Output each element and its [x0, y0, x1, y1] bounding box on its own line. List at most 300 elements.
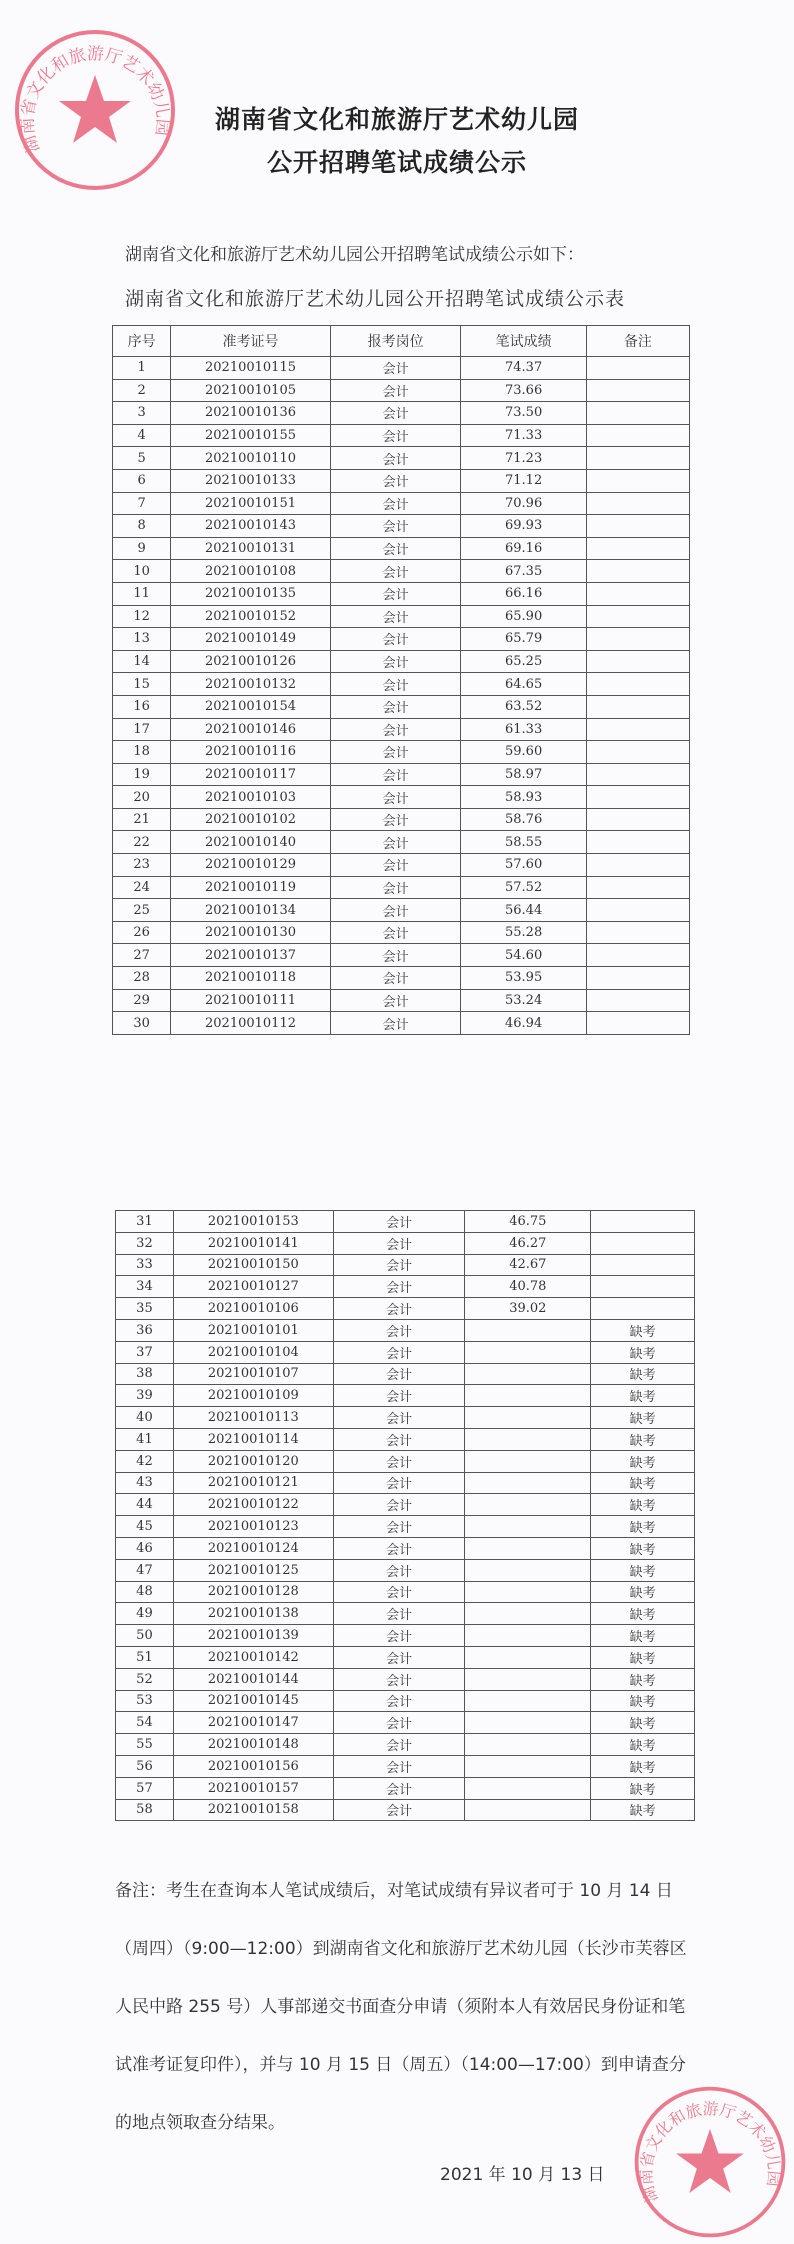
cell-position: 会计	[330, 605, 461, 628]
cell-score: 74.37	[461, 357, 586, 380]
cell-index: 35	[116, 1298, 174, 1320]
cell-score	[465, 1734, 591, 1756]
table-row	[113, 447, 690, 470]
cell-ticket-number: 20210010121	[173, 1472, 333, 1494]
cell-position: 会计	[330, 582, 461, 605]
cell-position: 会计	[330, 447, 461, 470]
cell-ticket-number: 20210010101	[173, 1319, 333, 1341]
col-header-score: 笔试成绩	[461, 326, 586, 357]
cell-ticket-number: 20210010154	[171, 695, 331, 718]
cell-score: 59.60	[461, 741, 586, 764]
cell-remark	[586, 515, 689, 538]
cell-score: 61.33	[461, 718, 586, 741]
cell-score: 46.75	[465, 1211, 591, 1233]
table-row	[113, 831, 690, 854]
cell-index: 24	[113, 876, 171, 899]
table-row	[116, 1690, 695, 1712]
cell-remark: 缺考	[591, 1319, 695, 1341]
cell-position: 会计	[330, 741, 461, 764]
cell-remark	[586, 673, 689, 696]
cell-index: 22	[113, 831, 171, 854]
cell-ticket-number: 20210010112	[171, 1012, 331, 1035]
cell-score	[465, 1363, 591, 1385]
cell-score	[465, 1646, 591, 1668]
table-row	[113, 921, 690, 944]
table-row	[113, 469, 690, 492]
cell-remark: 缺考	[591, 1537, 695, 1559]
cell-score: 65.79	[461, 628, 586, 651]
table-row	[116, 1385, 695, 1407]
cell-remark: 缺考	[591, 1559, 695, 1581]
cell-ticket-number: 20210010115	[171, 357, 331, 380]
cell-score: 40.78	[465, 1276, 591, 1298]
table-row	[113, 357, 690, 380]
cell-index: 58	[116, 1799, 174, 1821]
cell-ticket-number: 20210010148	[173, 1734, 333, 1756]
cell-position: 会计	[333, 1777, 465, 1799]
cell-score: 42.67	[465, 1254, 591, 1276]
cell-position: 会计	[330, 357, 461, 380]
cell-ticket-number: 20210010123	[173, 1516, 333, 1538]
cell-position: 会计	[330, 492, 461, 515]
cell-index: 11	[113, 582, 171, 605]
cell-ticket-number: 20210010119	[171, 876, 331, 899]
cell-remark: 缺考	[591, 1472, 695, 1494]
cell-score: 58.76	[461, 808, 586, 831]
cell-position: 会计	[330, 469, 461, 492]
table-row	[116, 1407, 695, 1429]
cell-score: 63.52	[461, 695, 586, 718]
cell-index: 50	[116, 1625, 174, 1647]
cell-position: 会计	[333, 1712, 465, 1734]
cell-position: 会计	[330, 424, 461, 447]
cell-position: 会计	[333, 1516, 465, 1538]
cell-position: 会计	[333, 1559, 465, 1581]
cell-remark	[586, 831, 689, 854]
cell-index: 25	[113, 899, 171, 922]
cell-score: 70.96	[461, 492, 586, 515]
cell-score: 55.28	[461, 921, 586, 944]
cell-position: 会计	[333, 1363, 465, 1385]
cell-remark: 缺考	[591, 1734, 695, 1756]
cell-position: 会计	[333, 1385, 465, 1407]
cell-remark: 缺考	[591, 1777, 695, 1799]
cell-index: 55	[116, 1734, 174, 1756]
cell-remark	[586, 1012, 689, 1035]
cell-remark	[586, 492, 689, 515]
cell-position: 会计	[333, 1450, 465, 1472]
cell-score	[465, 1428, 591, 1450]
cell-remark	[586, 899, 689, 922]
page-title-line1: 湖南省文化和旅游厅艺术幼儿园	[214, 105, 579, 134]
cell-index: 1	[113, 357, 171, 380]
cell-index: 42	[116, 1450, 174, 1472]
cell-position: 会计	[333, 1428, 465, 1450]
cell-index: 28	[113, 967, 171, 990]
table-row	[113, 628, 690, 651]
cell-score	[465, 1581, 591, 1603]
cell-remark	[586, 967, 689, 990]
cell-ticket-number: 20210010137	[171, 944, 331, 967]
cell-remark	[586, 695, 689, 718]
cell-index: 33	[116, 1254, 174, 1276]
cell-score	[465, 1494, 591, 1516]
cell-ticket-number: 20210010124	[173, 1537, 333, 1559]
scores-table-page2	[115, 1210, 695, 1821]
cell-position: 会计	[330, 560, 461, 583]
cell-position: 会计	[333, 1276, 465, 1298]
cell-remark	[586, 357, 689, 380]
issue-date: 2021 年 10 月 13 日	[440, 2165, 605, 2185]
table-row	[116, 1537, 695, 1559]
cell-position: 会计	[330, 628, 461, 651]
cell-index: 31	[116, 1211, 174, 1233]
col-header-remark: 备注	[586, 326, 689, 357]
cell-remark	[586, 989, 689, 1012]
cell-remark	[586, 808, 689, 831]
cell-remark	[591, 1254, 695, 1276]
cell-remark	[586, 741, 689, 764]
svg-text:湖南省文化和旅游厅艺术幼儿园: 湖南省文化和旅游厅艺术幼儿园	[636, 2099, 784, 2206]
cell-score: 67.35	[461, 560, 586, 583]
cell-ticket-number: 20210010151	[171, 492, 331, 515]
cell-ticket-number: 20210010150	[173, 1254, 333, 1276]
cell-remark	[586, 921, 689, 944]
cell-remark	[586, 424, 689, 447]
cell-score: 58.55	[461, 831, 586, 854]
cell-remark	[591, 1211, 695, 1233]
cell-position: 会计	[333, 1232, 465, 1254]
table-row	[116, 1428, 695, 1450]
cell-score: 66.16	[461, 582, 586, 605]
cell-score	[465, 1472, 591, 1494]
cell-remark	[586, 582, 689, 605]
table-row	[113, 650, 690, 673]
table-header-row	[113, 326, 690, 357]
cell-index: 45	[116, 1516, 174, 1538]
cell-score	[465, 1341, 591, 1363]
cell-position: 会计	[330, 763, 461, 786]
cell-position: 会计	[333, 1472, 465, 1494]
table-row	[116, 1232, 695, 1254]
cell-index: 34	[116, 1276, 174, 1298]
cell-ticket-number: 20210010126	[171, 650, 331, 673]
cell-position: 会计	[330, 899, 461, 922]
cell-score	[465, 1603, 591, 1625]
cell-index: 12	[113, 605, 171, 628]
cell-ticket-number: 20210010110	[171, 447, 331, 470]
cell-index: 21	[113, 808, 171, 831]
table-row	[116, 1472, 695, 1494]
cell-position: 会计	[333, 1537, 465, 1559]
table-row	[116, 1712, 695, 1734]
cell-score	[465, 1777, 591, 1799]
cell-score: 57.60	[461, 854, 586, 877]
cell-score	[465, 1450, 591, 1472]
table-row	[113, 695, 690, 718]
table-row	[113, 989, 690, 1012]
cell-remark: 缺考	[591, 1668, 695, 1690]
cell-index: 36	[116, 1319, 174, 1341]
cell-index: 19	[113, 763, 171, 786]
cell-remark	[586, 876, 689, 899]
cell-position: 会计	[330, 921, 461, 944]
cell-score: 65.90	[461, 605, 586, 628]
cell-ticket-number: 20210010106	[173, 1298, 333, 1320]
cell-index: 6	[113, 469, 171, 492]
cell-position: 会计	[333, 1646, 465, 1668]
cell-remark: 缺考	[591, 1712, 695, 1734]
cell-position: 会计	[330, 1012, 461, 1035]
cell-index: 20	[113, 786, 171, 809]
cell-position: 会计	[330, 876, 461, 899]
cell-ticket-number: 20210010107	[173, 1363, 333, 1385]
cell-ticket-number: 20210010120	[173, 1450, 333, 1472]
cell-score: 73.66	[461, 379, 586, 402]
cell-ticket-number: 20210010128	[173, 1581, 333, 1603]
cell-ticket-number: 20210010131	[171, 537, 331, 560]
cell-score: 53.95	[461, 967, 586, 990]
cell-score: 65.25	[461, 650, 586, 673]
cell-ticket-number: 20210010152	[171, 605, 331, 628]
cell-ticket-number: 20210010157	[173, 1777, 333, 1799]
table-row	[113, 1012, 690, 1035]
cell-position: 会计	[333, 1668, 465, 1690]
cell-index: 5	[113, 447, 171, 470]
table-row	[116, 1211, 695, 1233]
cell-remark: 缺考	[591, 1385, 695, 1407]
cell-remark	[586, 944, 689, 967]
cell-index: 4	[113, 424, 171, 447]
col-header-position: 报考岗位	[330, 326, 461, 357]
table-row	[116, 1494, 695, 1516]
cell-ticket-number: 20210010130	[171, 921, 331, 944]
cell-position: 会计	[330, 379, 461, 402]
cell-remark	[591, 1298, 695, 1320]
cell-ticket-number: 20210010118	[171, 967, 331, 990]
star-icon	[676, 2129, 744, 2193]
cell-ticket-number: 20210010139	[173, 1625, 333, 1647]
cell-remark: 缺考	[591, 1341, 695, 1363]
table-row	[116, 1777, 695, 1799]
cell-remark: 缺考	[591, 1755, 695, 1777]
cell-score: 54.60	[461, 944, 586, 967]
cell-ticket-number: 20210010133	[171, 469, 331, 492]
cell-index: 23	[113, 854, 171, 877]
cell-remark: 缺考	[591, 1581, 695, 1603]
notes-paragraph: 备注：考生在查询本人笔试成绩后，对笔试成绩有异议者可于 10 月 14 日（周四）（9:00—12:00）到湖南省文化和旅游厅艺术幼儿园（长沙市芙蓉区人民中路 255 号）人事部递交书面查分申请（须附本人有效居民身份证和笔试准考证复印件），并与 10 月 15 日（周五）（14:00—17:00）到申请查分的地点领取查分结果。	[115, 1881, 687, 2133]
cell-remark	[586, 605, 689, 628]
cell-index: 51	[116, 1646, 174, 1668]
cell-ticket-number: 20210010125	[173, 1559, 333, 1581]
cell-ticket-number: 20210010102	[171, 808, 331, 831]
cell-remark: 缺考	[591, 1646, 695, 1668]
cell-position: 会计	[330, 402, 461, 425]
table-row	[113, 899, 690, 922]
table-row	[113, 582, 690, 605]
cell-index: 43	[116, 1472, 174, 1494]
table-row	[113, 854, 690, 877]
cell-index: 52	[116, 1668, 174, 1690]
cell-ticket-number: 20210010158	[173, 1799, 333, 1821]
cell-score	[465, 1668, 591, 1690]
cell-ticket-number: 20210010134	[171, 899, 331, 922]
cell-index: 53	[116, 1690, 174, 1712]
cell-position: 会计	[333, 1407, 465, 1429]
cell-ticket-number: 20210010104	[173, 1341, 333, 1363]
cell-ticket-number: 20210010147	[173, 1712, 333, 1734]
cell-remark: 缺考	[591, 1494, 695, 1516]
table-row	[113, 537, 690, 560]
cell-score	[465, 1537, 591, 1559]
cell-position: 会计	[330, 808, 461, 831]
cell-index: 15	[113, 673, 171, 696]
cell-remark: 缺考	[591, 1450, 695, 1472]
cell-ticket-number: 20210010144	[173, 1668, 333, 1690]
table-row	[116, 1254, 695, 1276]
table-row	[113, 808, 690, 831]
table-row	[113, 718, 690, 741]
cell-position: 会计	[333, 1254, 465, 1276]
cell-remark	[586, 763, 689, 786]
cell-index: 2	[113, 379, 171, 402]
cell-score	[465, 1385, 591, 1407]
cell-score: 73.50	[461, 402, 586, 425]
cell-score	[465, 1319, 591, 1341]
cell-index: 3	[113, 402, 171, 425]
cell-index: 46	[116, 1537, 174, 1559]
cell-position: 会计	[330, 967, 461, 990]
cell-remark	[586, 447, 689, 470]
cell-ticket-number: 20210010136	[171, 402, 331, 425]
table-row	[113, 967, 690, 990]
table-row	[116, 1559, 695, 1581]
table-caption: 湖南省文化和旅游厅艺术幼儿园公开招聘笔试成绩公示表	[125, 288, 626, 310]
cell-score	[465, 1712, 591, 1734]
table-row	[113, 741, 690, 764]
table-row	[116, 1276, 695, 1298]
official-seal-bottom	[630, 2082, 790, 2242]
cell-score: 46.94	[461, 1012, 586, 1035]
cell-ticket-number: 20210010155	[171, 424, 331, 447]
cell-index: 37	[116, 1341, 174, 1363]
cell-remark	[586, 537, 689, 560]
cell-remark: 缺考	[591, 1363, 695, 1385]
cell-ticket-number: 20210010145	[173, 1690, 333, 1712]
cell-index: 27	[113, 944, 171, 967]
cell-ticket-number: 20210010132	[171, 673, 331, 696]
cell-ticket-number: 20210010149	[171, 628, 331, 651]
table-row	[116, 1734, 695, 1756]
table-row	[116, 1625, 695, 1647]
cell-remark: 缺考	[591, 1428, 695, 1450]
cell-ticket-number: 20210010114	[173, 1428, 333, 1450]
cell-remark	[586, 786, 689, 809]
table-row	[113, 492, 690, 515]
table-row	[113, 515, 690, 538]
table-row	[113, 673, 690, 696]
cell-index: 29	[113, 989, 171, 1012]
table-row	[116, 1341, 695, 1363]
cell-position: 会计	[333, 1755, 465, 1777]
cell-score	[465, 1755, 591, 1777]
cell-index: 14	[113, 650, 171, 673]
cell-remark	[586, 379, 689, 402]
table-row	[113, 605, 690, 628]
cell-score	[465, 1799, 591, 1821]
table-row	[113, 379, 690, 402]
cell-position: 会计	[330, 650, 461, 673]
cell-ticket-number: 20210010127	[173, 1276, 333, 1298]
table-row	[116, 1581, 695, 1603]
cell-score	[465, 1407, 591, 1429]
cell-score	[465, 1625, 591, 1647]
cell-score: 58.97	[461, 763, 586, 786]
cell-ticket-number: 20210010113	[173, 1407, 333, 1429]
table-row	[113, 944, 690, 967]
cell-remark: 缺考	[591, 1407, 695, 1429]
cell-score: 69.93	[461, 515, 586, 538]
svg-text:湖南省文化和旅游厅艺术幼儿园: 湖南省文化和旅游厅艺术幼儿园	[17, 44, 173, 156]
cell-position: 会计	[333, 1799, 465, 1821]
cell-index: 40	[116, 1407, 174, 1429]
cell-position: 会计	[330, 944, 461, 967]
cell-index: 13	[113, 628, 171, 651]
cell-index: 26	[113, 921, 171, 944]
cell-index: 32	[116, 1232, 174, 1254]
cell-position: 会计	[330, 515, 461, 538]
table-row	[113, 763, 690, 786]
cell-ticket-number: 20210010122	[173, 1494, 333, 1516]
table-row	[116, 1298, 695, 1320]
cell-ticket-number: 20210010153	[173, 1211, 333, 1233]
cell-score: 53.24	[461, 989, 586, 1012]
cell-index: 39	[116, 1385, 174, 1407]
cell-score: 57.52	[461, 876, 586, 899]
cell-index: 54	[116, 1712, 174, 1734]
cell-ticket-number: 20210010103	[171, 786, 331, 809]
cell-score: 69.16	[461, 537, 586, 560]
cell-remark: 缺考	[591, 1516, 695, 1538]
scores-table-page1	[112, 325, 690, 1035]
cell-position: 会计	[333, 1690, 465, 1712]
cell-remark: 缺考	[591, 1625, 695, 1647]
cell-ticket-number: 20210010142	[173, 1646, 333, 1668]
table-row	[116, 1363, 695, 1385]
cell-index: 49	[116, 1603, 174, 1625]
cell-ticket-number: 20210010109	[173, 1385, 333, 1407]
cell-index: 56	[116, 1755, 174, 1777]
cell-remark: 缺考	[591, 1690, 695, 1712]
cell-position: 会计	[330, 695, 461, 718]
cell-score: 71.12	[461, 469, 586, 492]
cell-position: 会计	[330, 854, 461, 877]
cell-position: 会计	[333, 1341, 465, 1363]
cell-index: 38	[116, 1363, 174, 1385]
cell-score: 56.44	[461, 899, 586, 922]
cell-ticket-number: 20210010140	[171, 831, 331, 854]
cell-position: 会计	[330, 989, 461, 1012]
cell-position: 会计	[333, 1319, 465, 1341]
cell-remark	[586, 718, 689, 741]
cell-ticket-number: 20210010129	[171, 854, 331, 877]
cell-index: 7	[113, 492, 171, 515]
cell-index: 8	[113, 515, 171, 538]
cell-remark	[586, 628, 689, 651]
cell-remark	[591, 1232, 695, 1254]
cell-position: 会计	[333, 1494, 465, 1516]
cell-position: 会计	[330, 673, 461, 696]
